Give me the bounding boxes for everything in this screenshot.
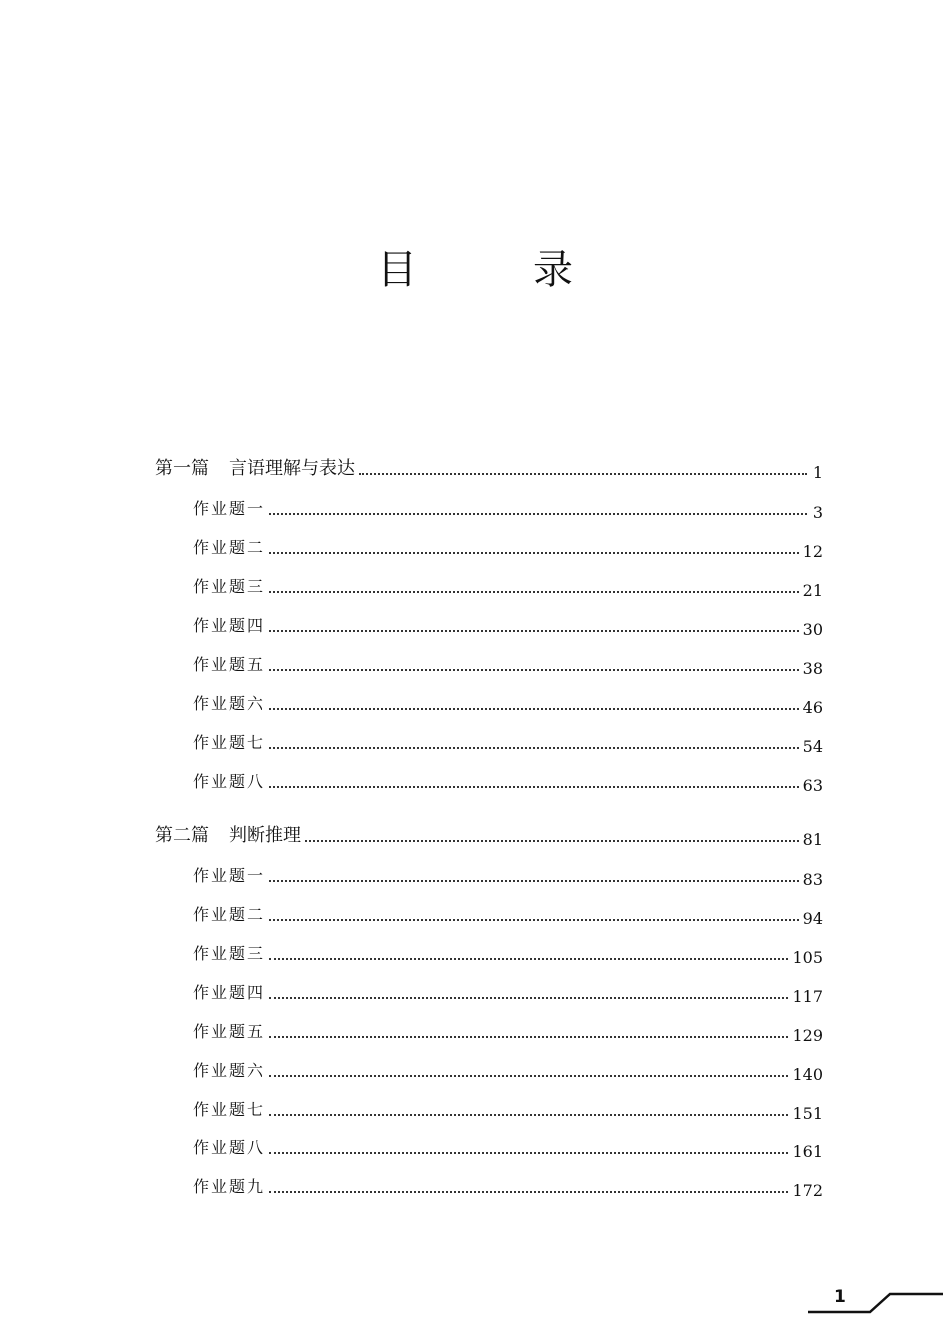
toc-item-label: 作业题六 <box>193 694 266 713</box>
toc-page-number: 117 <box>792 987 823 1006</box>
toc-item-2-2[interactable] <box>193 902 823 926</box>
toc-page-number: 161 <box>792 1142 823 1161</box>
toc-item-2-3[interactable] <box>193 941 823 965</box>
toc-leader-dots <box>269 513 807 515</box>
toc-page-number: 46 <box>802 698 823 717</box>
toc-leader-dots <box>305 840 799 842</box>
toc-page-number: 94 <box>802 909 823 928</box>
toc-item-label: 作业题三 <box>193 577 266 596</box>
toc-leader-dots <box>269 786 799 788</box>
toc-item-label: 作业题八 <box>193 772 266 791</box>
toc-leader-dots <box>269 552 799 554</box>
toc-item-1-2[interactable] <box>193 535 823 559</box>
toc-part-label: 第一篇 <box>155 458 209 479</box>
toc-item-label: 作业题八 <box>193 1138 266 1157</box>
toc-page-number: 38 <box>802 659 823 678</box>
toc-leader-dots <box>269 1036 788 1038</box>
toc-item-label: 作业题二 <box>193 905 266 924</box>
toc-item-label: 作业题五 <box>193 655 266 674</box>
toc-page-number: 63 <box>802 776 823 795</box>
toc-page-number: 105 <box>792 948 823 967</box>
toc-item-1-7[interactable] <box>193 730 823 754</box>
toc-leader-dots <box>269 747 799 749</box>
toc-page-number: 172 <box>792 1181 823 1200</box>
toc-part-title: 言语理解与表达 <box>229 458 355 479</box>
toc-page-number: 1 <box>812 463 823 482</box>
toc-part-2[interactable] <box>155 823 823 847</box>
toc-item-label: 作业题九 <box>193 1177 266 1196</box>
toc-page-number: 129 <box>792 1026 823 1045</box>
toc-page-number: 3 <box>812 503 823 522</box>
toc-item-label: 作业题七 <box>193 733 266 752</box>
toc-item-2-5[interactable] <box>193 1019 823 1043</box>
page-title: 目 录 <box>377 247 611 293</box>
footer-page-number: 1 <box>834 1287 846 1307</box>
toc-part-title: 判断推理 <box>229 825 301 846</box>
toc-leader-dots <box>269 1191 788 1193</box>
toc-item-label: 作业题一 <box>193 499 266 518</box>
toc-item-1-1[interactable] <box>193 496 823 520</box>
toc-item-label: 作业题五 <box>193 1022 266 1041</box>
toc-leader-dots <box>269 708 799 710</box>
toc-item-2-8[interactable] <box>193 1135 823 1159</box>
toc-leader-dots <box>269 669 799 671</box>
toc-item-label: 作业题三 <box>193 944 266 963</box>
toc-item-1-5[interactable] <box>193 652 823 676</box>
toc-page-number: 140 <box>792 1065 823 1084</box>
toc-item-2-1[interactable] <box>193 863 823 887</box>
toc-part-1[interactable] <box>155 456 823 480</box>
toc-leader-dots <box>359 473 807 475</box>
toc-page-number: 81 <box>802 830 823 849</box>
toc-item-1-6[interactable] <box>193 691 823 715</box>
toc-item-2-7[interactable] <box>193 1097 823 1121</box>
toc-leader-dots <box>269 958 788 960</box>
toc-item-label: 作业题四 <box>193 616 266 635</box>
toc-item-label: 作业题二 <box>193 538 266 557</box>
toc-page-number: 21 <box>802 581 823 600</box>
toc-item-2-4[interactable] <box>193 980 823 1004</box>
toc-item-label: 作业题七 <box>193 1100 266 1119</box>
toc-leader-dots <box>269 880 799 882</box>
toc-item-label: 作业题六 <box>193 1061 266 1080</box>
toc-leader-dots <box>269 997 788 999</box>
toc-part-label: 第二篇 <box>155 825 209 846</box>
footer-rule-icon <box>808 1288 943 1316</box>
toc-page-number: 151 <box>792 1104 823 1123</box>
toc-page-number: 54 <box>802 737 823 756</box>
toc-item-1-8[interactable] <box>193 769 823 793</box>
toc-item-2-9[interactable] <box>193 1174 823 1198</box>
toc-leader-dots <box>269 630 799 632</box>
toc-item-1-3[interactable] <box>193 574 823 598</box>
toc-leader-dots <box>269 1152 788 1154</box>
toc-leader-dots <box>269 1075 788 1077</box>
toc-leader-dots <box>269 1114 788 1116</box>
toc-page-number: 12 <box>802 542 823 561</box>
toc-item-2-6[interactable] <box>193 1058 823 1082</box>
toc-leader-dots <box>269 591 799 593</box>
toc-item-label: 作业题四 <box>193 983 266 1002</box>
toc-page-number: 83 <box>802 870 823 889</box>
toc-item-label: 作业题一 <box>193 866 266 885</box>
toc-page-number: 30 <box>802 620 823 639</box>
toc-leader-dots <box>269 919 799 921</box>
toc-item-1-4[interactable] <box>193 613 823 637</box>
